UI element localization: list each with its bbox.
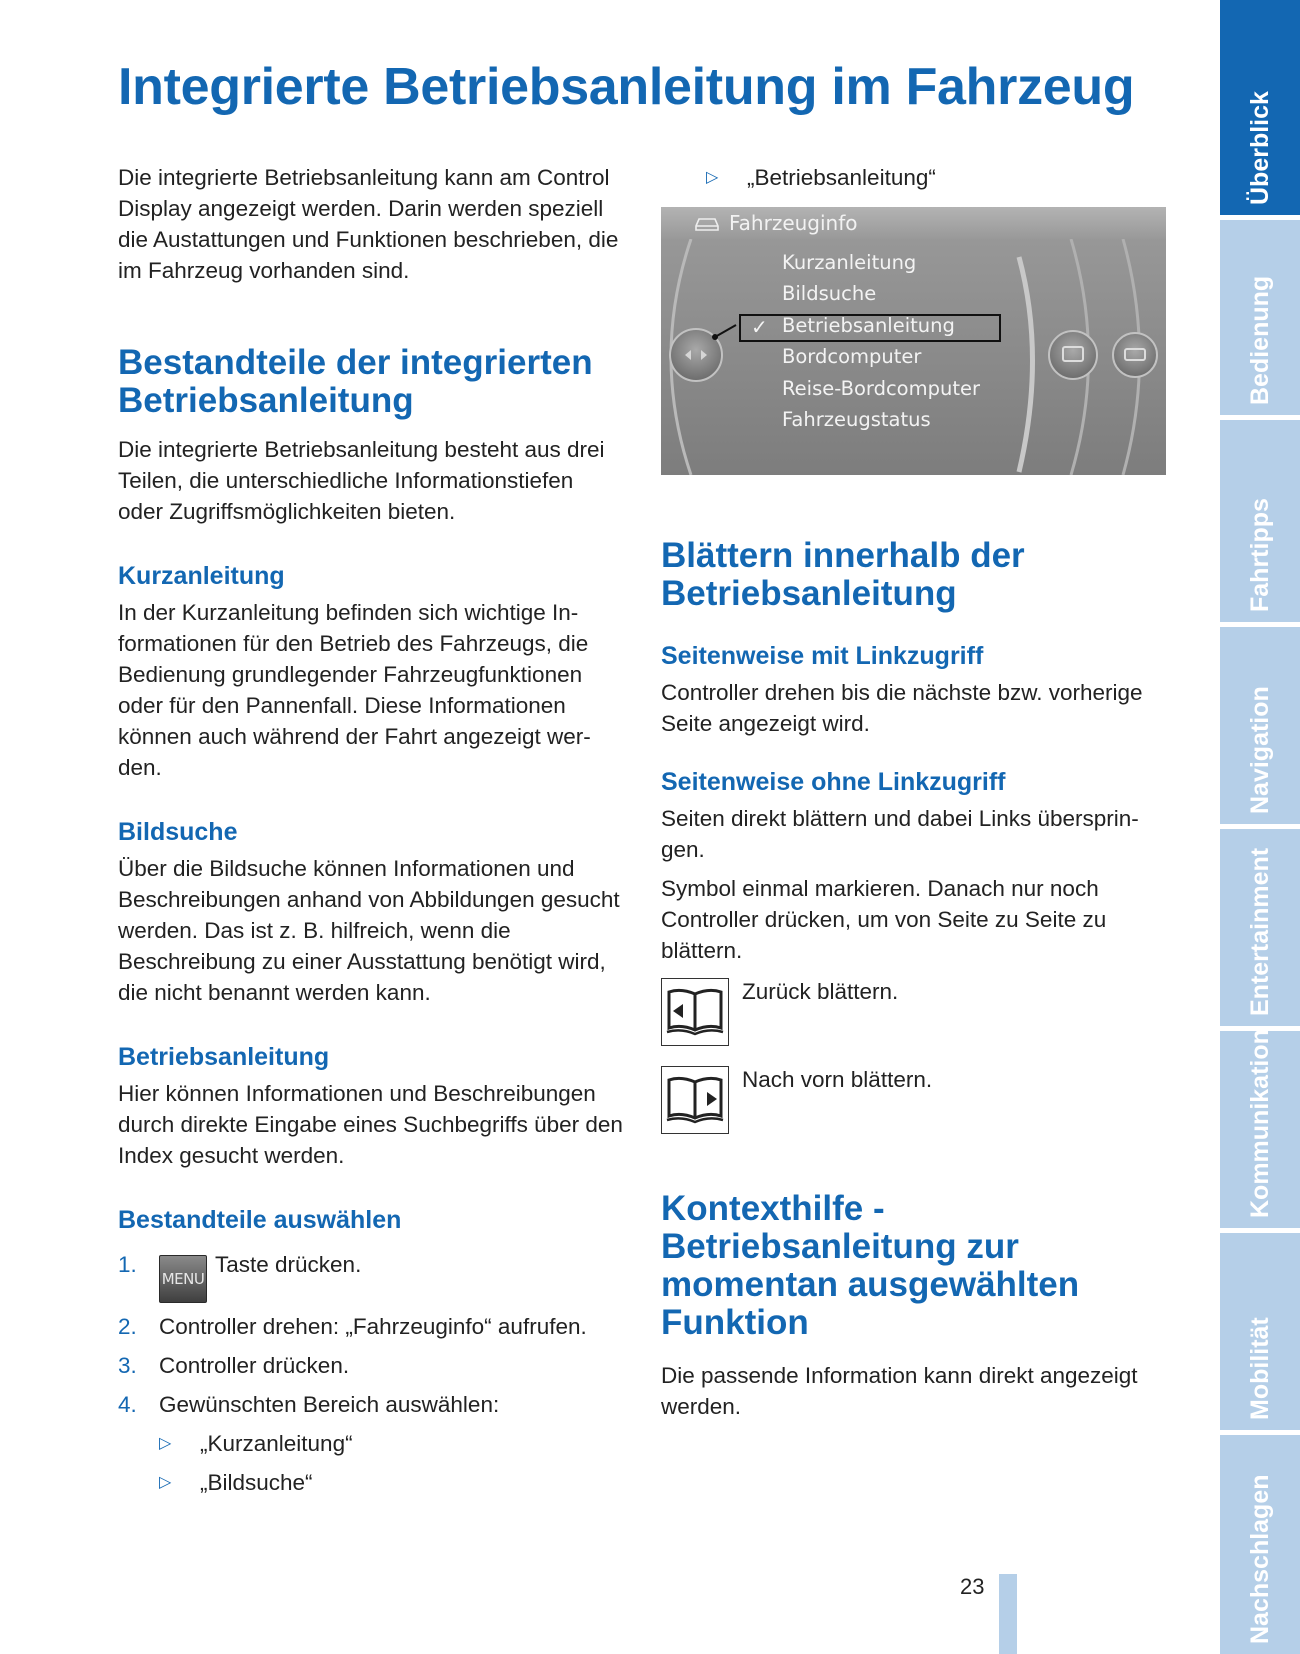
intro-text: Die integrierte Betriebsanleitung kann am Control Display angezeigt werden. Darin werden speziell die Austattungen und Funktionen beschrieben, die im Fahrzeug vorhanden sind. xyxy=(118,165,619,283)
screen-menu-item[interactable]: Bildsuche xyxy=(782,282,877,305)
tab-label-text: Entertainment xyxy=(1246,847,1274,1016)
forward-row xyxy=(661,1066,1166,1154)
option-item xyxy=(706,162,1166,193)
page-forward-icon[interactable] xyxy=(661,1066,729,1134)
options-list-continued xyxy=(706,162,1166,193)
page-number-bar xyxy=(999,1574,1017,1654)
step-number: 4. xyxy=(118,1392,137,1417)
step-item xyxy=(118,1311,623,1342)
symbol-text: Symbol einmal markieren. Danach nur noch Controller drücken, um von Seite zu Seite zu blättern. xyxy=(661,876,1107,963)
back-row xyxy=(661,978,1166,1066)
step-number: 2. xyxy=(118,1314,137,1339)
triangle-bullet-icon: ▷ xyxy=(159,1435,172,1452)
tab-entertainment[interactable] xyxy=(1220,829,1300,1026)
mit-linkzugriff-text: Controller drehen bis die nächste bzw. vorherige Seite angezeigt wird. xyxy=(661,680,1143,736)
kurzanleitung-text: In der Kurzanleitung befinden sich wichtige Informationen für den Betrieb des Fahrzeugs, die Bedienung grundlegender Fahrzeugfunktionen oder für den Pannenfall. Diese Informationen können auch während der Fahrt angezeigt werden. xyxy=(118,600,591,780)
tab-fahrtipps[interactable] xyxy=(1220,420,1300,622)
control-display-screenshot xyxy=(661,207,1166,475)
heading-betriebsanleitung: Betriebsanleitung xyxy=(118,1043,330,1071)
ohne-linkzugriff-text: Seiten direkt blättern und dabei Links überspringen. xyxy=(661,806,1139,862)
back-text: Zurück blättern. xyxy=(742,979,899,1004)
tab-navigation[interactable] xyxy=(1220,627,1300,824)
step-text: Gewünschten Bereich auswählen: xyxy=(159,1392,500,1417)
tab-ueberblick[interactable] xyxy=(1220,0,1300,215)
screen-header xyxy=(661,207,1166,239)
step-number: 1. xyxy=(118,1252,137,1277)
tab-kommunikation[interactable] xyxy=(1220,1031,1300,1228)
betriebsanleitung-text: Hier können Informationen und Beschreibungen durch direkte Eingabe eines Suchbegriffs über den Index gesucht werden. xyxy=(118,1081,623,1168)
option-text: „Betriebsanleitung“ xyxy=(747,165,936,190)
bildsuche-text: Über die Bildsuche können Informationen und Beschreibungen anhand von Abbildungen gesucht werden. Das ist z. B. hilfreich, wenn die Beschreibung zu einer Ausstattung benötigt wird, die nicht benannt werden kann. xyxy=(118,856,620,1005)
screen-header-title: Fahrzeuginfo xyxy=(729,211,858,235)
heading-kurzanleitung: Kurzanleitung xyxy=(118,562,285,590)
steps-list xyxy=(118,1249,623,1420)
option-item xyxy=(159,1467,623,1498)
heading-bestandteile: Bestandteile der integrierten Betriebsanleitung xyxy=(118,343,593,420)
heading-bestandteile-auswaehlen: Bestandteile auswählen xyxy=(118,1206,402,1234)
step-item xyxy=(118,1249,623,1303)
tab-label-text: Navigation xyxy=(1246,686,1274,814)
tab-nachschlagen[interactable] xyxy=(1220,1435,1300,1654)
step-text: Taste drücken. xyxy=(215,1252,362,1277)
heading-mit-linkzugriff: Seitenweise mit Linkzugriff xyxy=(661,642,984,670)
heading-bildsuche: Bildsuche xyxy=(118,818,238,846)
step-item xyxy=(118,1389,623,1420)
chapter-tabs xyxy=(1220,0,1300,1654)
page-title: Integrierte Betriebsanleitung im Fahrzeug xyxy=(118,58,1135,116)
option-text: „Bildsuche“ xyxy=(200,1470,313,1495)
checkmark-icon: ✓ xyxy=(751,317,768,339)
menu-button-icon: MENU xyxy=(159,1255,207,1303)
tab-bedienung[interactable] xyxy=(1220,220,1300,415)
car-icon xyxy=(693,214,721,232)
heading-kontexthilfe: Kontexthilfe - Betriebsanleitung zur momentan ausgewählten Funktion xyxy=(661,1189,1080,1342)
screen-menu-item-selected[interactable]: Betriebsanleitung xyxy=(782,314,955,337)
tab-label-text: Mobilität xyxy=(1246,1317,1274,1420)
tab-label-text: Kommunikation xyxy=(1246,1029,1274,1218)
tab-label-text: Bedienung xyxy=(1246,275,1274,405)
right-column xyxy=(661,162,1166,1422)
forward-text: Nach vorn blättern. xyxy=(742,1067,933,1092)
option-text: „Kurzanleitung“ xyxy=(200,1431,353,1456)
tab-label-text: Überblick xyxy=(1246,91,1274,205)
heading-ohne-linkzugriff: Seitenweise ohne Linkzugriff xyxy=(661,768,1006,796)
step-text: Controller drücken. xyxy=(159,1353,350,1378)
kontexthilfe-text: Die passende Information kann direkt angezeigt werden. xyxy=(661,1363,1138,1419)
step-text: Controller drehen: „Fahrzeuginfo“ aufrufen. xyxy=(159,1314,587,1339)
triangle-bullet-icon: ▷ xyxy=(706,169,719,186)
bestandteile-text: Die integrierte Betriebsanleitung besteht aus drei Teilen, die unterschiedliche Informationstiefen oder Zugriffsmöglichkeiten bieten. xyxy=(118,437,605,524)
tab-mobilitaet[interactable] xyxy=(1220,1233,1300,1430)
screen-menu-item[interactable]: Reise-Bordcomputer xyxy=(782,377,980,400)
options-list xyxy=(159,1428,623,1498)
tab-label-text: Fahrtipps xyxy=(1246,498,1274,612)
heading-blaettern: Blättern innerhalb der Betriebsanleitung xyxy=(661,536,1025,613)
page-back-icon[interactable] xyxy=(661,978,729,1046)
screen-menu-item[interactable]: Bordcomputer xyxy=(782,345,922,368)
page-number: 23 xyxy=(960,1574,985,1599)
screen-menu-item[interactable]: Fahrzeugstatus xyxy=(782,408,931,431)
screen-menu-item[interactable]: Kurzanleitung xyxy=(782,251,917,274)
tab-label-text: Nachschlagen xyxy=(1246,1474,1274,1644)
step-number: 3. xyxy=(118,1353,137,1378)
triangle-bullet-icon: ▷ xyxy=(159,1474,172,1491)
left-column xyxy=(118,162,623,1506)
option-item xyxy=(159,1428,623,1459)
step-item xyxy=(118,1350,623,1381)
